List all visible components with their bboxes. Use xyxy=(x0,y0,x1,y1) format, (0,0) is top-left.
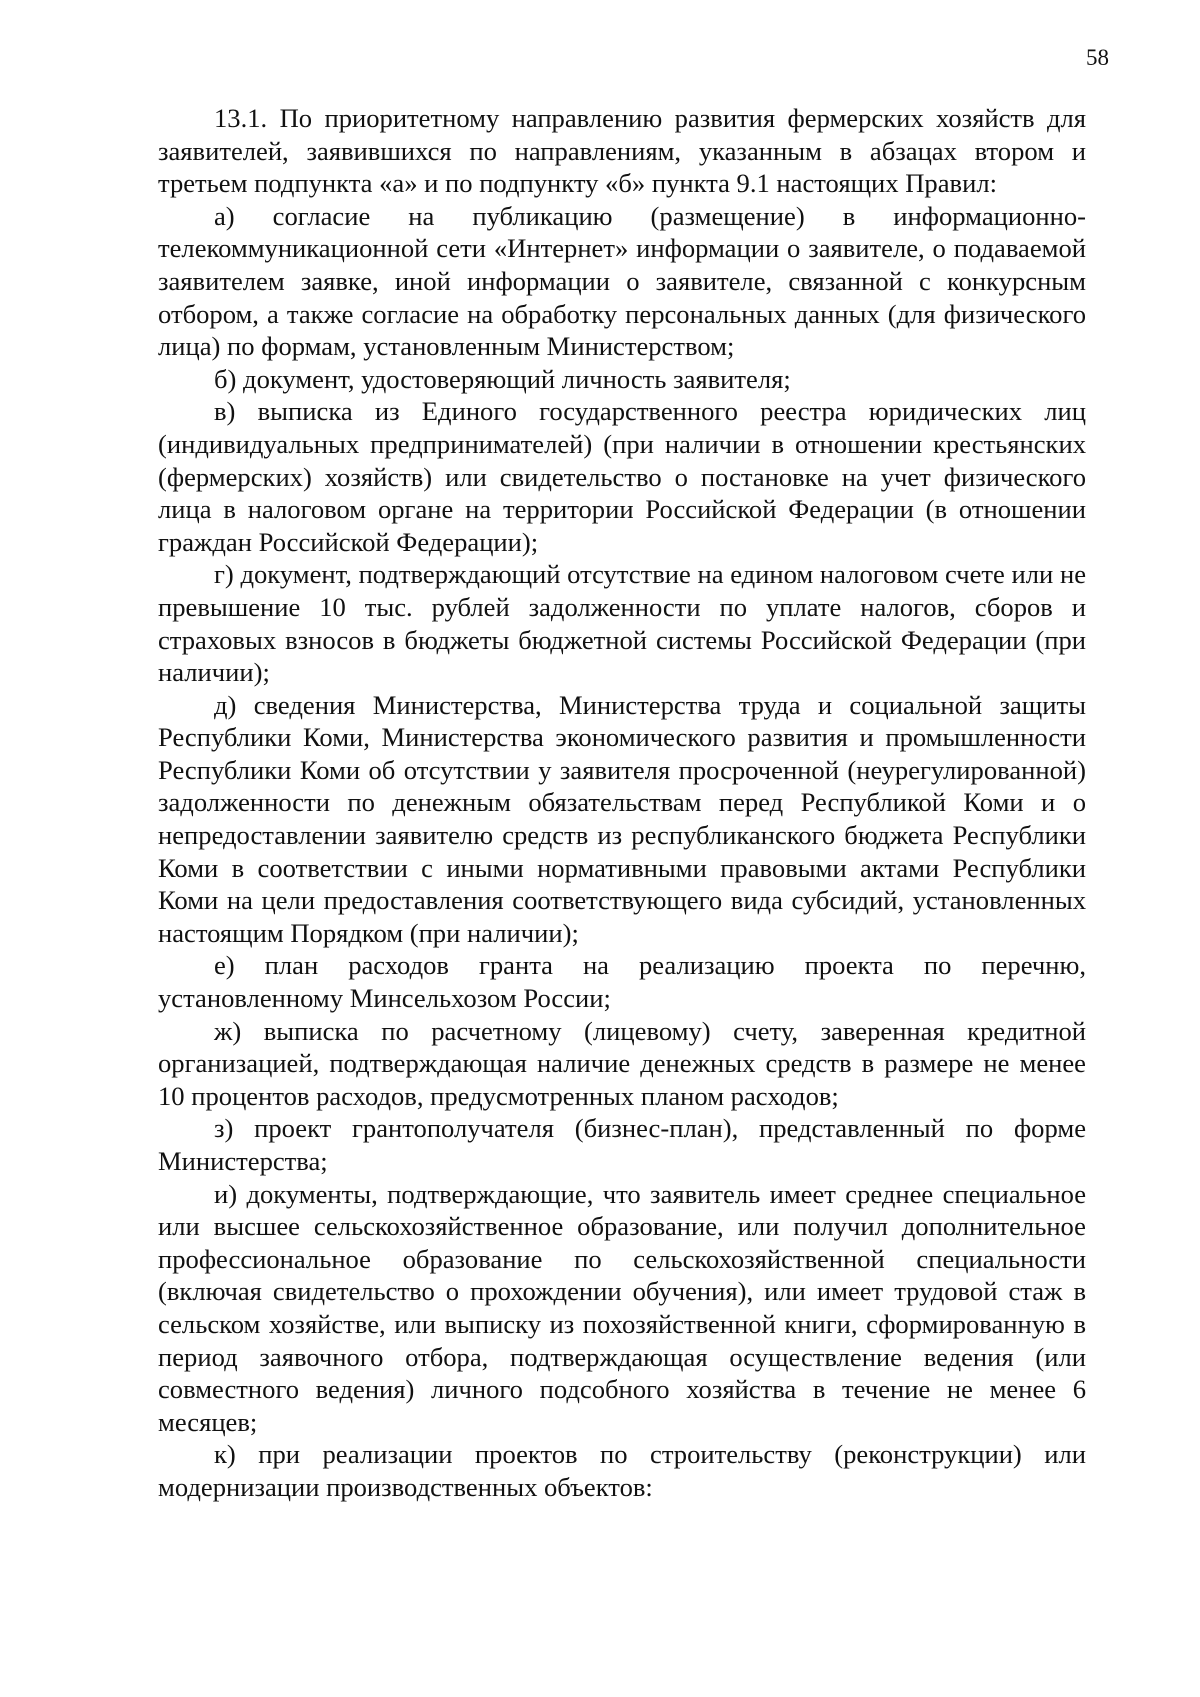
paragraph-13-1: 13.1. По приоритетному направлению развития фермерских хозяйств для заявителей, заявившихся по направлениям, указанным в абзацах втором и третьем подпункта «а» и по подпункту «б» пункта 9.1 настоящих Правил: xyxy=(158,103,1086,199)
paragraph-item-g: г) документ, подтверждающий отсутствие на едином налоговом счете или не превышение 10 тыс. рублей задолженности по уплате налогов, сборов и страховых взносов в бюджеты бюджетной системы Российской Федерации (при наличии); xyxy=(158,559,1086,688)
paragraph-item-zh: ж) выписка по расчетному (лицевому) счету, заверенная кредитной организацией, подтверждающая наличие денежных средств в размере не менее 10 процентов расходов, предусмотренных планом расходов; xyxy=(158,1015,1086,1111)
paragraph-item-z: з) проект грантополучателя (бизнес-план), представленный по форме Министерства; xyxy=(158,1113,1086,1176)
paragraph-item-b: б) документ, удостоверяющий личность заявителя; xyxy=(214,363,791,394)
paragraph-item-i: и) документы, подтверждающие, что заявитель имеет среднее специальное или высшее сельскохозяйственное образование, или получил дополнительное профессиональное образование по сельскохозяйственной специальности (включая свидетельство о прохождении обучения), или имеет трудовой стаж в сельском хозяйстве, или выписку из похозяйственной книги, сформированную в период заявочного отбора, подтверждающая осуществление ведения (или совместного ведения) личного подсобного хозяйства в течение не менее 6 месяцев; xyxy=(158,1178,1086,1437)
page-number: 58 xyxy=(1086,45,1109,70)
document-body xyxy=(158,102,1086,1504)
paragraph-item-k: к) при реализации проектов по строительству (реконструкции) или модернизации производственных объектов: xyxy=(158,1439,1086,1502)
paragraph-item-a: а) согласие на публикацию (размещение) в информационно-телекоммуникационной сети «Интернет» информации о заявителе, о подаваемой заявителем заявке, иной информации о заявителе, связанной с конкурсным отбором, а также согласие на обработку персональных данных (для физического лица) по формам, установленным Министерством; xyxy=(158,200,1086,362)
paragraph-item-d: д) сведения Министерства, Министерства труда и социальной защиты Республики Коми, Министерства экономического развития и промышленности Республики Коми об отсутствии у заявителя просроченной (неурегулированной) задолженности по денежным обязательствам перед Республикой Коми и о непредоставлении заявителю средств из республиканского бюджета Республики Коми в соответствии с иными нормативными правовыми актами Республики Коми на цели предоставления соответствующего вида субсидий, установленных настоящим Порядком (при наличии); xyxy=(158,689,1086,948)
paragraph-item-v: в) выписка из Единого государственного реестра юридических лиц (индивидуальных предпринимателей) (при наличии в отношении крестьянских (фермерских) хозяйств) или свидетельство о постановке на учет физического лица в налоговом органе на территории Российской Федерации (в отношении граждан Российской Федерации); xyxy=(158,396,1086,557)
paragraph-item-e: е) план расходов гранта на реализацию проекта по перечню, установленному Минсельхозом России; xyxy=(158,950,1086,1014)
